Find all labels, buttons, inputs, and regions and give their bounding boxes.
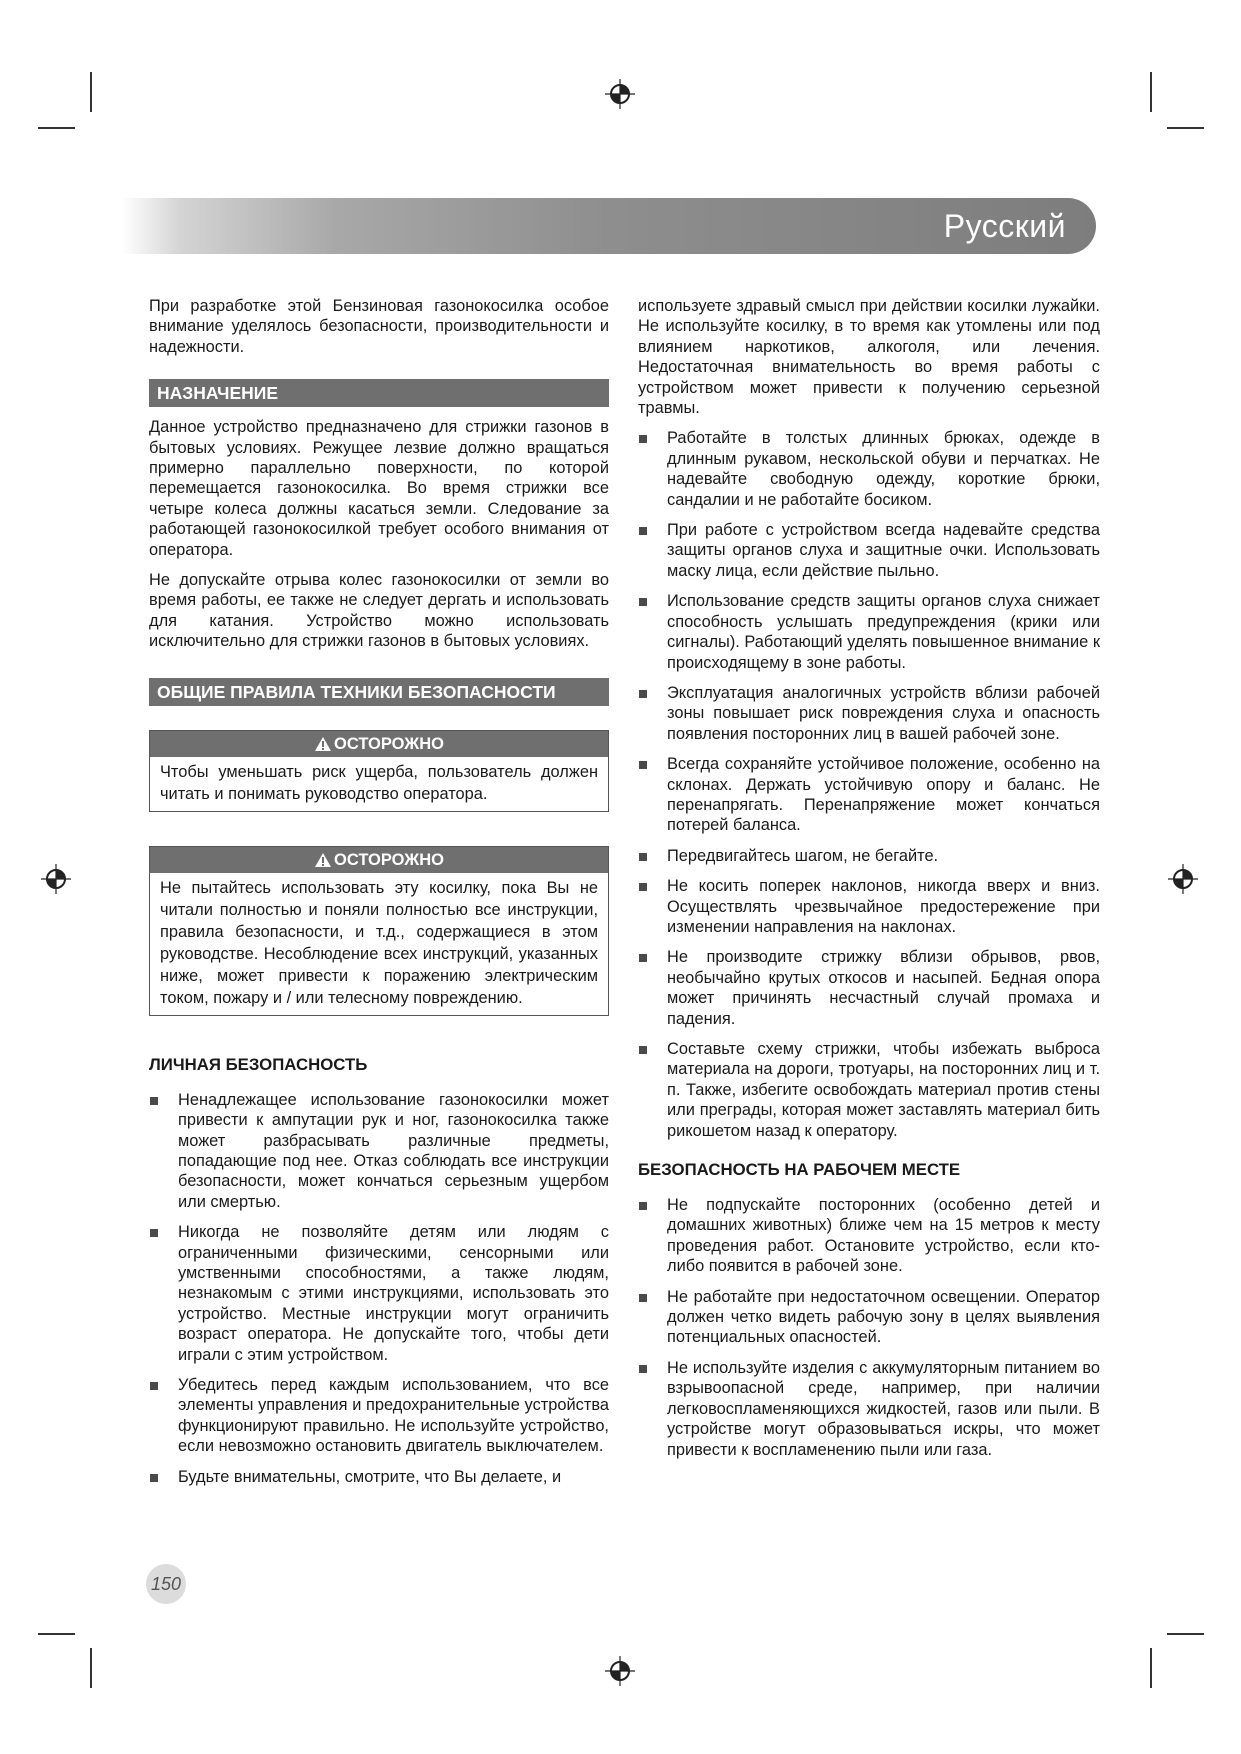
crop-mark	[1150, 72, 1152, 112]
bullet-icon	[150, 1474, 158, 1482]
page-number: 150	[146, 1564, 186, 1604]
bullet-icon	[639, 761, 647, 769]
bullet-icon	[639, 1202, 647, 1210]
list-item: Составьте схему стрижки, чтобы избежать выброса материала на дороги, тротуары, на посторонних лиц и т. п. Также, избегите освобождать материал против стены или преграды, которая может заставлять материал бить рикошетом назад к оператору.	[638, 1039, 1100, 1141]
warning-box	[149, 730, 609, 812]
purpose-paragraph: Данное устройство предназначено для стрижки газонов в бытовых условиях. Режущее лезвие должно вращаться примерно параллельно поверхности, по которой перемещается газонокосилка. Во время стрижки все четыре колеса должны касаться земли. Следование за работающей газонокосилкой требует особого внимания от оператора.	[149, 418, 609, 559]
crop-mark	[1150, 1648, 1152, 1688]
list-item: Не работайте при недостаточном освещении. Оператор должен четко видеть рабочую зону в целях выявления потенциальных опасностей.	[638, 1287, 1100, 1348]
list-item: Ненадлежащее использование газонокосилки может привести к ампутации рук и ног, газонокосилка также может разбрасывать различные предметы, попадающие под нее. Отказ соблюдать все инструкции безопасности, может кончаться серьезным ущербом или смертью.	[149, 1090, 609, 1212]
bullet-icon	[150, 1382, 158, 1390]
bullet-icon	[150, 1097, 158, 1105]
crop-mark	[90, 72, 92, 112]
warning-header	[150, 847, 608, 873]
bullet-icon	[639, 435, 647, 443]
warning-icon	[314, 736, 332, 752]
continuation-paragraph: используете здравый смысл при действии косилки лужайки. Не используйте косилку, в то время как утомлены или под влиянием наркотиков, алкоголя, или лечения. Недостаточная внимательность во время работы с устройством может привести к получению серьезной травмы.	[638, 297, 1100, 418]
workplace-safety-list	[638, 1195, 1100, 1460]
bullet-icon	[639, 527, 647, 535]
language-header-bar	[122, 198, 1096, 254]
crop-mark	[38, 1633, 75, 1635]
list-item: Передвигайтесь шагом, не бегайте.	[638, 846, 1100, 866]
right-column	[638, 296, 1100, 1470]
registration-mark-icon	[1168, 864, 1198, 894]
intro-paragraph: При разработке этой Бензиновая газонокосилка особое внимание уделялось безопасности, производительности и надежности.	[149, 297, 609, 356]
purpose-paragraph: Не допускайте отрыва колес газонокосилки от земли во время работы, ее также не следует дергать и использовать для катания. Устройство можно использовать исключительно для стрижки газонов в бытовых условиях.	[149, 571, 609, 651]
list-item: Всегда сохраняйте устойчивое положение, особенно на склонах. Держать устойчивую опору и баланс. Не перенапрягать. Перенапряжение может кончаться потерей баланса.	[638, 754, 1100, 836]
warning-title: ОСТОРОЖНО	[334, 850, 444, 869]
section-title-purpose: НАЗНАЧЕНИЕ	[149, 379, 609, 407]
list-item: Не используйте изделия с аккумуляторным питанием во взрывоопасной среде, например, при наличии легковоспламеняющихся жидкостей, газов или пыли. В устройстве могут образовываться искры, что может привести к воспламенению пыли или газа.	[638, 1358, 1100, 1460]
bullet-icon	[639, 1365, 647, 1373]
warning-box	[149, 846, 609, 1016]
crop-mark	[1167, 127, 1204, 129]
warning-icon	[314, 852, 332, 868]
crop-mark	[1167, 1633, 1204, 1635]
left-column	[149, 296, 609, 1497]
registration-mark-icon	[605, 1656, 635, 1686]
bullet-icon	[639, 1294, 647, 1302]
list-item: Использование средств защиты органов слуха снижает способность услышать предупреждения (крики или сигналы). Работающий уделять повышенное внимание к происходящему в зоне работы.	[638, 591, 1100, 673]
list-item: Будьте внимательны, смотрите, что Вы делаете, и	[149, 1467, 609, 1487]
crop-mark	[38, 127, 75, 129]
bullet-icon	[639, 954, 647, 962]
language-title: Русский	[943, 208, 1066, 244]
crop-mark	[90, 1648, 92, 1688]
list-item: Убедитесь перед каждым использованием, что все элементы управления и предохранительные устройства функционируют правильно. Не используйте устройство, если невозможно остановить двигатель выключателем.	[149, 1375, 609, 1457]
bullet-icon	[639, 883, 647, 891]
list-item: Эксплуатация аналогичных устройств вблизи рабочей зоны повышает риск повреждения слуха и опасность появления посторонних лиц в вашей рабочей зоне.	[638, 683, 1100, 744]
bullet-icon	[639, 598, 647, 606]
bullet-icon	[639, 1046, 647, 1054]
list-item: Никогда не позволяйте детям или людям с ограниченными физическими, сенсорными или умственными способностями, а также людям, незнакомым с этими инструкциями, использовать это устройство. Местные инструкции могут ограничить возраст оператора. Не допускайте того, чтобы дети играли с этим устройством.	[149, 1222, 609, 1365]
bullet-icon	[639, 690, 647, 698]
warning-title: ОСТОРОЖНО	[334, 734, 444, 753]
registration-mark-icon	[605, 79, 635, 109]
bullet-icon	[150, 1229, 158, 1237]
warning-text: Чтобы уменьшать риск ущерба, пользователь должен читать и понимать руководство оператора.	[160, 762, 598, 803]
personal-safety-list	[149, 1090, 609, 1487]
registration-mark-icon	[41, 864, 71, 894]
list-item: Работайте в толстых длинных брюках, одежде в длинным рукавом, нескольской обуви и перчатках. Не надевайте свободную одежду, короткие брюки, сандалии и не работайте босиком.	[638, 428, 1100, 510]
subsection-title-workplace-safety: БЕЗОПАСНОСТЬ НА РАБОЧЕМ МЕСТЕ	[638, 1160, 961, 1180]
section-title-general-safety: ОБЩИЕ ПРАВИЛА ТЕХНИКИ БЕЗОПАСНОСТИ	[149, 678, 609, 706]
list-item: Не производите стрижку вблизи обрывов, рвов, необычайно крутых откосов и насыпей. Бедная опора может причинять несчастный случай промаха и падения.	[638, 947, 1100, 1029]
subsection-title-personal-safety: ЛИЧНАЯ БЕЗОПАСНОСТЬ	[149, 1054, 368, 1074]
bullet-icon	[639, 853, 647, 861]
list-item: Не подпускайте посторонних (особенно детей и домашних животных) ближе чем на 15 метров к месту проведения работ. Остановите устройство, если кто-либо появится в рабочей зоне.	[638, 1195, 1100, 1277]
warning-header	[150, 731, 608, 757]
safety-list	[638, 428, 1100, 1141]
list-item: При работе с устройством всегда надевайте средства защиты органов слуха и защитные очки. Использовать маску лица, если действие пыльно.	[638, 520, 1100, 581]
list-item: Не косить поперек наклонов, никогда вверх и вниз. Осуществлять чрезвычайное предостережение при изменении направления на наклонах.	[638, 876, 1100, 937]
warning-text: Не пытайтесь использовать эту косилку, пока Вы не читали полностью и поняли полностью все инструкции, правила безопасности, и т.д., содержащиеся в этом руководстве. Несоблюдение всех инструкций, указанных ниже, может привести к поражению электрическим током, пожару и / или телесному повреждению.	[160, 878, 598, 1007]
